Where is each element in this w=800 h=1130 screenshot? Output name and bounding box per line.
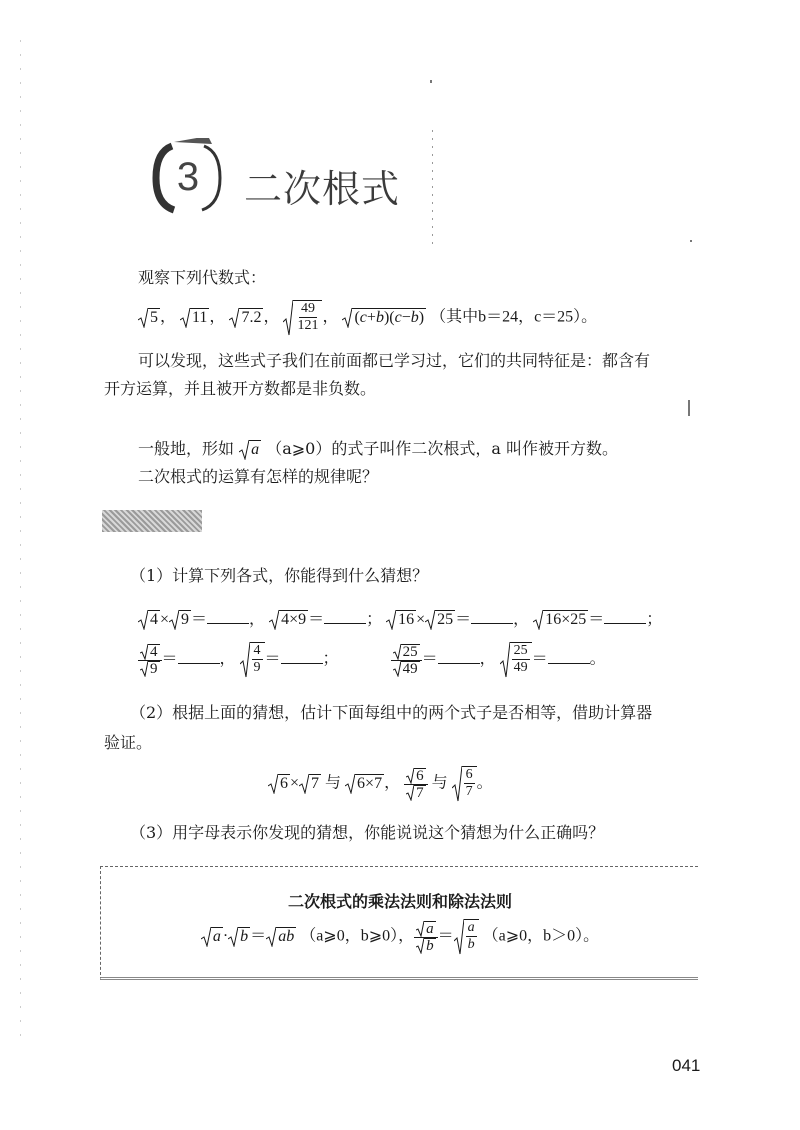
activity-q2-line-2: 验证。 bbox=[104, 733, 153, 752]
rule-formula: a · b ＝ ab （a⩾0，b⩾0）， $\frac{a}{b}$ ＝ $\frac{a}{b}$ （a⩾0，b＞0）。 bbox=[101, 919, 699, 955]
definition-prefix: 一般地，形如 bbox=[138, 439, 235, 458]
answer-blank[interactable] bbox=[178, 663, 220, 664]
answer-blank[interactable] bbox=[207, 623, 249, 624]
definition-condition: （a⩾0） bbox=[266, 439, 332, 458]
rule-box bbox=[100, 866, 698, 980]
exercise-row-1: 4 × 9 ＝ ， 4×9 ＝ ； 16 × 25 ＝ ， 16×25 ＝ ； bbox=[138, 606, 662, 630]
intro-prompt: 观察下列代数式： bbox=[138, 268, 267, 287]
scan-speck bbox=[688, 400, 690, 416]
scan-speck bbox=[20, 40, 21, 1040]
activity-q2-line-1: （2）根据上面的猜想，估计下面每组中的两个式子是否相等，借助计算器 bbox=[130, 703, 653, 722]
question-line: 二次根式的运算有怎样的规律呢？ bbox=[138, 467, 379, 486]
comparison-row: 6 × 7 与 6×7 ， $\frac{6}{7}$ 与 $\frac{6}{7}$ 。 bbox=[268, 766, 493, 802]
answer-blank[interactable] bbox=[281, 663, 323, 664]
definition-suffix: 的式子叫作二次根式，a 叫作被开方数。 bbox=[331, 439, 618, 458]
exercise-row-2: $\frac{4}{9}$ ＝ ， $\frac{4}{9}$ ＝ ； $\frac{25}{49}$ ＝ ， $\frac{25}{49}$ ＝ 。 bbox=[138, 642, 606, 678]
rule-condition-2: （a⩾0，b＞0）。 bbox=[482, 927, 600, 945]
answer-blank[interactable] bbox=[604, 623, 646, 624]
answer-blank[interactable] bbox=[324, 623, 366, 624]
chapter-number: 3 bbox=[176, 155, 200, 199]
scan-speck bbox=[430, 80, 432, 83]
answer-blank[interactable] bbox=[438, 663, 480, 664]
paragraph-line-2: 开方运算，并且被开方数都是非负数。 bbox=[104, 379, 377, 398]
comparison-separator: 与 bbox=[325, 774, 342, 792]
expression-list-note-open: （其中 bbox=[430, 308, 479, 326]
comparison-separator: 与 bbox=[431, 774, 448, 792]
rule-condition-1: （a⩾0，b⩾0）， bbox=[300, 927, 415, 945]
scan-speck bbox=[432, 130, 433, 250]
page-number: 041 bbox=[672, 1056, 701, 1075]
chapter-title: 二次根式 bbox=[244, 167, 401, 211]
activity-q1: （1）计算下列各式，你能得到什么猜想？ bbox=[130, 566, 429, 585]
activity-tag bbox=[102, 510, 202, 532]
activity-q3: （3）用字母表示你发现的猜想，你能说说这个猜想为什么正确吗？ bbox=[130, 823, 605, 842]
answer-blank[interactable] bbox=[548, 663, 590, 664]
rule-title: 二次根式的乘法法则和除法法则 bbox=[287, 892, 512, 911]
scan-speck bbox=[690, 240, 692, 242]
paragraph-line-1: 可以发现，这些式子我们在前面都已学习过，它们的共同特征是：都含有 bbox=[138, 351, 651, 370]
definition-line: 一般地，形如 a （a⩾0）的式子叫作二次根式，a 叫作被开方数。 bbox=[138, 439, 618, 458]
chapter-badge bbox=[152, 138, 224, 216]
algebraic-expression-list: 5 ， 11 ， 7.2 ， $\frac{49}{121}$ ， (c+b)(c−b) （其中b＝24，c＝25）。 bbox=[138, 300, 597, 336]
expression-list-condition: b＝24，c＝25）。 bbox=[478, 308, 598, 326]
answer-blank[interactable] bbox=[471, 623, 513, 624]
